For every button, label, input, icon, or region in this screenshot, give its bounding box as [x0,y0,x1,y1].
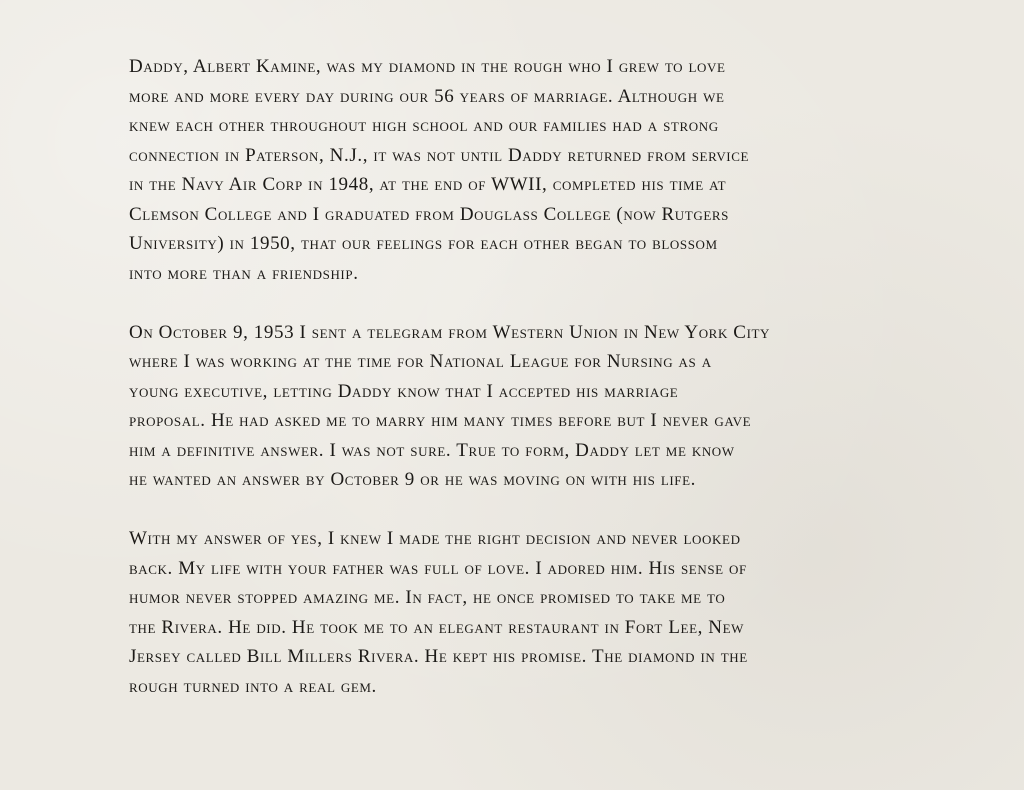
text-line: him a definitive answer. I was not sure. True to form, Daddy let me know [129,439,735,461]
text-line: where I was working at the time for National League for Nursing as a [129,351,712,372]
text-line: the Rivera. He did. He took me to an elegant restaurant in Fort Lee, New [129,616,745,638]
text-line: Clemson College and I graduated from Douglass College (now Rutgers [129,203,729,225]
paragraph-answer [129,524,869,701]
text-line: he wanted an answer by October 9 or he was moving on with his life. [129,469,697,490]
text-line: proposal. He had asked me to marry him many times before but I never gave [129,410,752,431]
text-line: With my answer of yes, I knew I made the right decision and never looked [129,528,741,549]
text-line: rough turned into a real gem. [129,675,377,697]
text-line: Jersey called Bill Millers Rivera. He kept his promise. The diamond in the [129,646,748,667]
text-line: into more than a friendship. [129,262,359,284]
text-line: connection in Paterson, N.J., it was not until Daddy returned from service [129,144,750,166]
text-line: back. My life with your father was full of love. I adored him. His sense of [129,557,747,579]
text-line: in the Navy Air Corp in 1948, at the end of WWII, completed his time at [129,174,727,195]
text-line: humor never stopped amazing me. In fact, he once promised to take me to [129,587,726,608]
paragraph-telegram [129,318,869,495]
text-line: Daddy, Albert Kamine, was my diamond in the rough who I grew to love [129,56,726,77]
text-line: University) in 1950, that our feelings for each other began to blossom [129,233,718,254]
text-line: knew each other throughout high school and our families had a strong [129,115,719,136]
letter-body [129,52,869,731]
text-line: young executive, letting Daddy know that I accepted his marriage [129,380,679,402]
paragraph-engagement-intro [129,52,869,288]
text-line: On October 9, 1953 I sent a telegram from Western Union in New York City [129,321,771,343]
text-line: more and more every day during our 56 years of marriage. Although we [129,85,725,107]
